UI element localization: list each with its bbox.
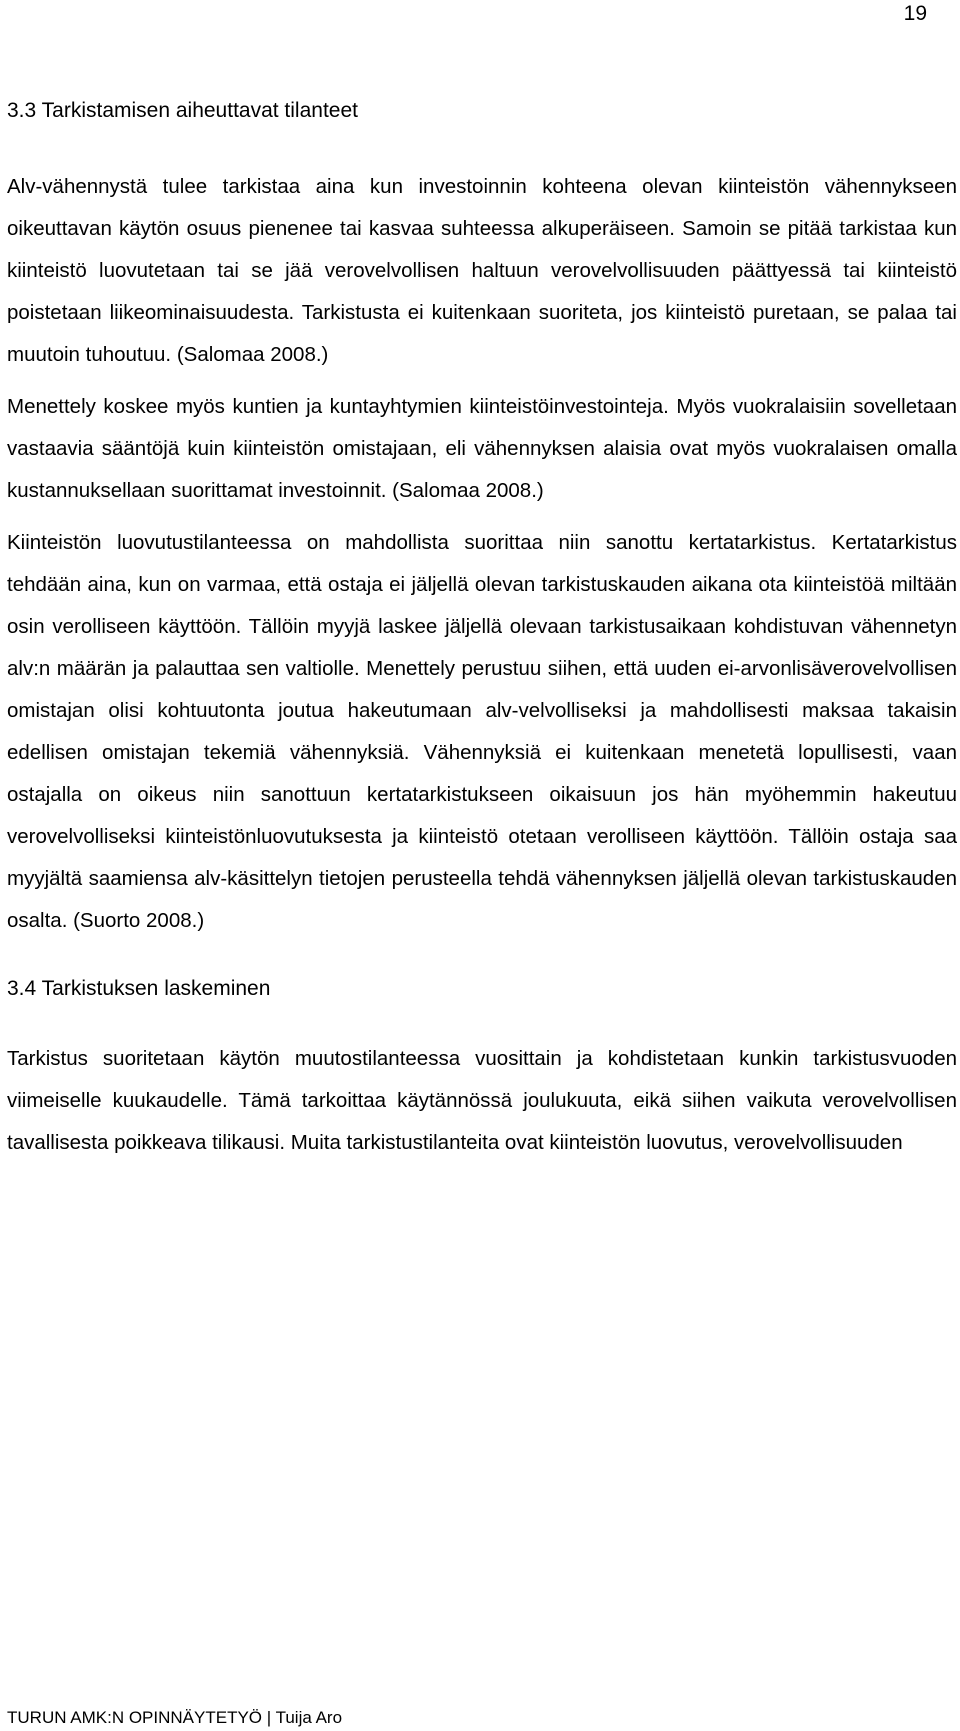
section-heading-3-3: 3.3 Tarkistamisen aiheuttavat tilanteet: [7, 99, 358, 122]
paragraph: Alv-vähennystä tulee tarkistaa aina kun investoinnin kohteena olevan kiinteistön vähennykseen oikeuttavan käytön osuus pienenee tai kasvaa suhteessa alkuperäiseen. Samoin se pitää tarkistaa kun kiinteistö luovutetaan tai se jää verovelvollisen haltuun verovelvollisuuden päättyessä tai kiinteistö poistetaan liikeominaisuudesta. Tarkistusta ei kuitenkaan suoriteta, jos kiinteistö puretaan, se palaa tai muutoin tuhoutuu. (Salomaa 2008.): [7, 175, 957, 366]
paragraph: Kiinteistön luovutustilanteessa on mahdollista suorittaa niin sanottu kertatarkistus. Kertatarkistus tehdään aina, kun on varmaa, että ostaja ei jäljellä olevan tarkistuskauden aikana ota kiinteistöä miltään osin verolliseen käyttöön. Tällöin myyjä laskee jäljellä olevaan tarkistusaikaan kohdistuvan vähennetyn alv:n määrän ja palauttaa sen valtiolle. Menettely perustuu siihen, että uuden ei-arvonlisäverovelvollisen omistajan olisi kohtuutonta joutua hakeutumaan alv-velvolliseksi ja mahdollisesti maksaa takaisin edellisen omistajan tekemiä vähennyksiä. Vähennyksiä ei kuitenkaan menetetä lopullisesti, vaan ostajalla on oikeus niin sanottuun kertatarkistukseen oikaisuun jos hän myöhemmin hakeutuu verovelvolliseksi kiinteistönluovutuksesta ja kiinteistö otetaan verolliseen käyttöön. Tällöin ostaja saa myyjältä saamiensa alv-käsittelyn tietojen perusteella tehdä vähennyksen jäljellä olevan tarkistuskauden osalta. (Suorto 2008.): [7, 531, 957, 932]
paragraph: Menettely koskee myös kuntien ja kuntayhtymien kiinteistöinvestointeja. Myös vuokralaisiin sovelletaan vastaavia sääntöjä kuin kiinteistön omistajaan, eli vähennyksen alaisia ovat myös vuokralaisen omalla kustannuksellaan suorittamat investoinnit. (Salomaa 2008.): [7, 395, 957, 502]
page-footer: TURUN AMK:N OPINNÄYTETYÖ | Tuija Aro: [7, 1708, 343, 1727]
paragraph: Tarkistus suoritetaan käytön muutostilanteessa vuosittain ja kohdistetaan kunkin tarkistusvuoden viimeiselle kuukaudelle. Tämä tarkoittaa käytännössä joulukuuta, eikä siihen vaikuta verovelvollisen tavallisesta poikkeava tilikausi. Muita tarkistustilanteita ovat kiinteistön luovutus, verovelvollisuuden: [7, 1047, 957, 1154]
section-heading-3-4: 3.4 Tarkistuksen laskeminen: [7, 977, 271, 1000]
document-body: [7, 96, 957, 1164]
page-number: 19: [903, 2, 927, 25]
